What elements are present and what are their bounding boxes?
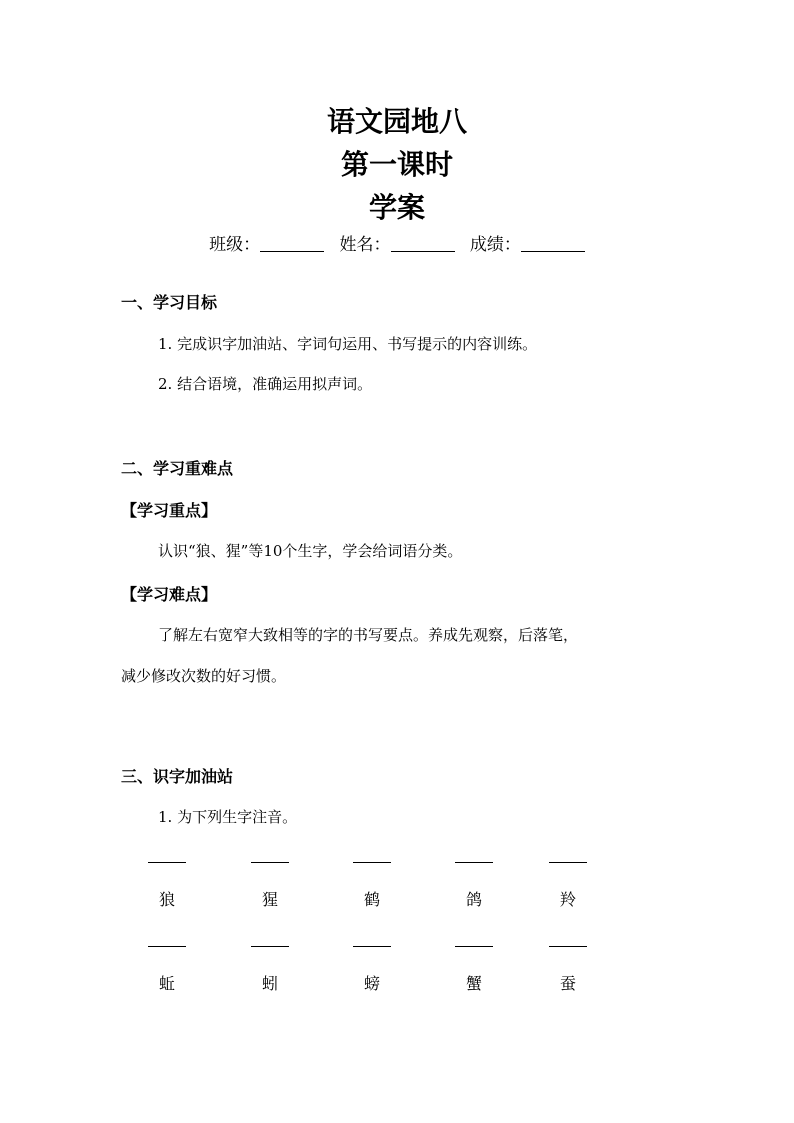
pinyin-blank[interactable] — [455, 862, 493, 863]
pinyin-blank[interactable] — [148, 946, 186, 947]
score-blank — [521, 235, 585, 252]
score-label: 成绩： — [469, 235, 521, 255]
name-blank — [391, 235, 455, 252]
hanzi-char: 蚓 — [261, 974, 278, 993]
objective-item-1: 1. 完成识字加油站、字词句运用、书写提示的内容训练。 — [158, 335, 538, 353]
hanzi-char: 蟹 — [465, 974, 482, 993]
pinyin-blank[interactable] — [148, 862, 186, 863]
section2-heading: 二、学习重难点 — [121, 459, 234, 478]
title-block — [0, 100, 794, 229]
hanzi-char: 螃 — [363, 974, 380, 993]
pinyin-blank[interactable] — [549, 946, 587, 947]
key-points-label: 【学习重点】 — [121, 501, 218, 520]
section3-heading: 三、识字加油站 — [121, 767, 234, 786]
class-field — [209, 230, 324, 255]
section1-heading: 一、学习目标 — [121, 293, 218, 312]
hanzi-char: 鹤 — [363, 890, 380, 909]
pinyin-blank[interactable] — [353, 862, 391, 863]
pinyin-blank[interactable] — [455, 946, 493, 947]
hanzi-char: 羚 — [559, 890, 576, 909]
pinyin-blank[interactable] — [353, 946, 391, 947]
hanzi-char: 狼 — [158, 890, 175, 909]
student-info-row — [0, 230, 794, 255]
name-label: 姓名： — [339, 235, 391, 255]
score-field — [470, 230, 585, 255]
hanzi-char: 鸽 — [465, 890, 482, 909]
objective-item-2: 2. 结合语境，准确运用拟声词。 — [158, 375, 373, 393]
title-type: 学案 — [368, 191, 425, 224]
title-period: 第一课时 — [340, 148, 453, 181]
difficult-points-text-2: 减少修改次数的好习惯。 — [121, 667, 287, 685]
difficult-points-text-1: 了解左右宽窄大致相等的字的书写要点。养成先观察，后落笔， — [158, 626, 579, 644]
class-blank — [260, 235, 324, 252]
pinyin-blank[interactable] — [251, 946, 289, 947]
pinyin-instruction: 1. 为下列生字注音。 — [158, 808, 298, 826]
pinyin-blank[interactable] — [549, 862, 587, 863]
hanzi-char: 蚕 — [559, 974, 576, 993]
hanzi-char: 蚯 — [158, 974, 175, 993]
key-points-text: 认识“狼、猩”等10个生字，学会给词语分类。 — [158, 542, 463, 560]
title-lesson: 语文园地八 — [326, 105, 467, 138]
name-field — [340, 230, 455, 255]
hanzi-char: 猩 — [261, 890, 278, 909]
pinyin-blank[interactable] — [251, 862, 289, 863]
difficult-points-label: 【学习难点】 — [121, 585, 218, 604]
class-label: 班级： — [209, 235, 261, 255]
